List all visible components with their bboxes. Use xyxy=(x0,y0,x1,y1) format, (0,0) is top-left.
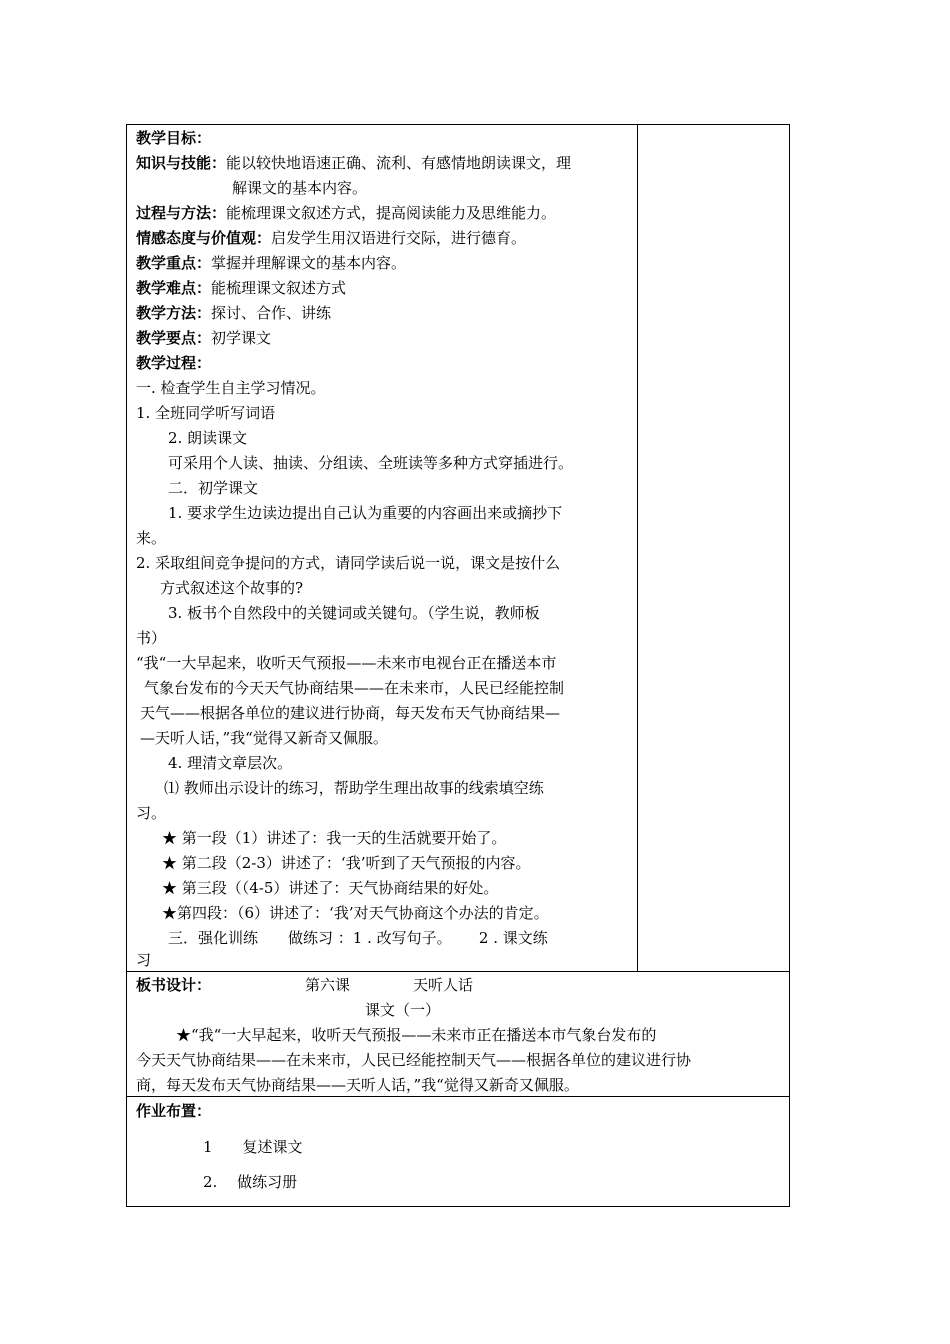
process-line: 3. 板书个自然段中的关键词或关键句。（学生说，教师板 xyxy=(168,604,540,622)
process-line: 2. 采取组间竞争提问的方式，请同学读后说一说，课文是按什么 xyxy=(136,554,561,572)
process-line: —天听人话，”我“觉得又新奇又佩服。 xyxy=(140,729,388,747)
homework-item: 2. 做练习册 xyxy=(203,1173,298,1191)
process-line: 习 xyxy=(136,951,152,969)
process-line: 二．初学课文 xyxy=(168,479,259,497)
emotion-row xyxy=(136,228,526,248)
process-line: 来。 xyxy=(136,529,167,547)
process-method-text: 能梳理课文叙述方式，提高阅读能力及思维能力。 xyxy=(226,204,557,222)
process-line: 1. 全班同学听写词语 xyxy=(136,404,276,422)
process-line: 习。 xyxy=(136,804,167,822)
process-line: ★ 第一段（1）讲述了：我一天的生活就要开始了。 xyxy=(162,829,507,847)
process-line: ★ 第二段（2-3）讲述了：‘我’听到了天气预报的内容。 xyxy=(162,854,531,872)
homework-item: 1 复述课文 xyxy=(203,1138,303,1156)
process-line: 1. 要求学生边读边提出自己认为重要的内容画出来或摘抄下 xyxy=(168,504,563,522)
row-divider-homework xyxy=(127,1096,789,1097)
teaching-points-label: 教学要点： xyxy=(136,329,212,347)
row-divider-board xyxy=(127,971,789,972)
board-line: ★“我“一大早起来，收听天气预报——未来市正在播送本市气象台发布的 xyxy=(176,1026,657,1044)
process-method-row xyxy=(136,203,556,223)
process-method-label: 过程与方法： xyxy=(136,204,227,222)
process-line: 书） xyxy=(136,629,167,647)
method-text: 探讨、合作、讲练 xyxy=(211,304,332,322)
knowledge-text: 能以较快地语速正确、流利、有感情地朗读课文，理 xyxy=(226,154,572,172)
process-line: ⑴ 教师出示设计的练习，帮助学生理出故事的线索填空练 xyxy=(164,779,544,797)
board-lesson: 第六课 xyxy=(305,976,351,994)
board-subtitle: 课文（一） xyxy=(365,1001,441,1019)
difficulty-label: 教学难点： xyxy=(136,279,212,297)
process-line: 可采用个人读、抽读、分组读、全班读等多种方式穿插进行。 xyxy=(168,454,574,472)
objectives-heading: 教学目标： xyxy=(136,129,212,147)
teaching-points-text: 初学课文 xyxy=(211,329,272,347)
process-line: 方式叙述这个故事的? xyxy=(160,579,304,597)
board-line: 商，每天发布天气协商结果——天听人话，”我“觉得又新奇又佩服。 xyxy=(136,1076,579,1094)
method-label: 教学方法： xyxy=(136,304,212,322)
column-divider xyxy=(637,125,638,971)
knowledge-label: 知识与技能： xyxy=(136,154,227,172)
key-point-text: 掌握并理解课文的基本内容。 xyxy=(211,254,407,272)
process-line: ★ 第三段（（4-5）讲述了：天气协商结果的好处。 xyxy=(162,879,499,897)
emotion-label: 情感态度与价值观： xyxy=(136,229,272,247)
board-line: 今天天气协商结果——在未来市，人民已经能控制天气——根据各单位的建议进行协 xyxy=(136,1051,692,1069)
teaching-points-row xyxy=(136,328,271,348)
process-line: 天气——根据各单位的建议进行协商，每天发布天气协商结果— xyxy=(140,704,561,722)
process-line: 气象台发布的今天天气协商结果——在未来市，人民已经能控制 xyxy=(144,679,565,697)
process-line: “我“一大早起来，收听天气预报——未来市电视台正在播送本市 xyxy=(136,654,557,672)
board-title: 天听人话 xyxy=(413,976,474,994)
process-line: 4. 理清文章层次。 xyxy=(168,754,293,772)
lesson-plan-table xyxy=(126,124,790,1207)
board-label: 板书设计： xyxy=(136,976,212,994)
knowledge-text-cont: 解课文的基本内容。 xyxy=(232,179,368,197)
difficulty-text: 能梳理课文叙述方式 xyxy=(211,279,347,297)
knowledge-row xyxy=(136,153,571,173)
homework-label: 作业布置： xyxy=(136,1102,212,1120)
key-point-row xyxy=(136,253,406,273)
process-line: 三．强化训练 做练习 ：1 . 改写句子。 2 . 课文练 xyxy=(168,929,548,947)
process-line: 一. 检查学生自主学习情况。 xyxy=(136,379,326,397)
difficulty-row xyxy=(136,278,346,298)
process-heading: 教学过程： xyxy=(136,354,212,372)
process-line: ★第四段：（6）讲述了：‘我’对天气协商这个办法的肯定。 xyxy=(162,904,549,922)
key-point-label: 教学重点： xyxy=(136,254,212,272)
emotion-text: 启发学生用汉语进行交际，进行德育。 xyxy=(271,229,527,247)
process-line: 2. 朗读课文 xyxy=(168,429,248,447)
method-row xyxy=(136,303,331,323)
